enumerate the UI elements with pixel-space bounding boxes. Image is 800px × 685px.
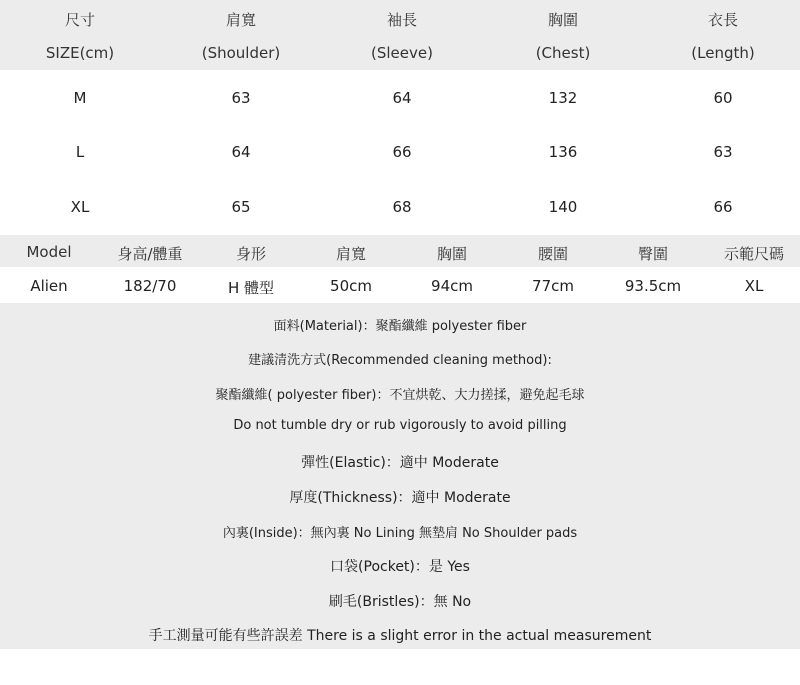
header-model-size: 示範尺碼 bbox=[723, 245, 785, 263]
header-en-chest: (Chest) bbox=[535, 44, 591, 62]
table-cell: Alien bbox=[30, 277, 68, 295]
header-body-type: 身形 bbox=[235, 245, 267, 263]
table-cell: 132 bbox=[548, 89, 578, 107]
table-cell: M bbox=[73, 89, 87, 107]
header-cn-sleeve: 袖長 bbox=[386, 11, 418, 29]
header-en-size: SIZE(cm) bbox=[45, 44, 115, 62]
header-en-length: (Length) bbox=[691, 44, 755, 62]
table-cell: 64 bbox=[231, 143, 251, 161]
material-note: 面料(Material)：聚酯纖維 polyester fiber bbox=[273, 319, 527, 334]
cleaning-note-cn: 聚酯纖維( polyester fiber)：不宜烘乾、大力搓揉，避免起毛球 bbox=[215, 388, 585, 403]
size-table-header bbox=[0, 0, 800, 70]
header-cn-shoulder: 肩寬 bbox=[225, 11, 257, 29]
header-hip: 臀圍 bbox=[637, 245, 669, 263]
header-cn-length: 衣長 bbox=[707, 11, 739, 29]
table-cell: 77cm bbox=[532, 277, 574, 295]
header-shoulder: 肩寬 bbox=[335, 245, 367, 263]
table-cell: 64 bbox=[392, 89, 412, 107]
table-cell: 60 bbox=[713, 89, 733, 107]
elastic-note: 彈性(Elastic)：適中 Moderate bbox=[301, 455, 499, 471]
table-cell: 93.5cm bbox=[624, 277, 682, 295]
model-table-header bbox=[0, 235, 800, 267]
header-cn-size: 尺寸 bbox=[64, 11, 96, 29]
header-en-sleeve: (Sleeve) bbox=[371, 44, 433, 62]
table-cell: L bbox=[75, 143, 85, 161]
inside-note: 內裏(Inside)：無內裏 No Lining 無墊肩 No Shoulder pads bbox=[222, 526, 578, 541]
table-cell: 182/70 bbox=[123, 277, 177, 295]
table-cell: 63 bbox=[713, 143, 733, 161]
table-cell: 63 bbox=[231, 89, 251, 107]
table-cell: H 體型 bbox=[227, 279, 275, 297]
table-cell: 66 bbox=[392, 143, 412, 161]
table-cell: 140 bbox=[548, 198, 578, 216]
table-cell: 94cm bbox=[431, 277, 473, 295]
header-model: Model bbox=[26, 243, 72, 261]
table-cell: 50cm bbox=[330, 277, 372, 295]
product-notes bbox=[0, 303, 800, 649]
footer-blank bbox=[0, 649, 800, 685]
header-chest: 胸圍 bbox=[436, 245, 468, 263]
table-cell: 66 bbox=[713, 198, 733, 216]
thickness-note: 厚度(Thickness)：適中 Moderate bbox=[289, 490, 511, 506]
size-table-body bbox=[0, 70, 800, 235]
table-cell: 136 bbox=[548, 143, 578, 161]
cleaning-note-en: Do not tumble dry or rub vigorously to avoid pilling bbox=[233, 418, 567, 433]
header-height-weight: 身高/體重 bbox=[117, 245, 183, 263]
pocket-note: 口袋(Pocket)：是 Yes bbox=[330, 559, 470, 575]
header-cn-chest: 胸圍 bbox=[547, 11, 579, 29]
table-cell: 65 bbox=[231, 198, 251, 216]
measurement-disclaimer: 手工測量可能有些許誤差 There is a slight error in the actual measurement bbox=[148, 628, 652, 644]
bristles-note: 刷毛(Bristles)：無 No bbox=[328, 594, 472, 610]
table-cell: 68 bbox=[392, 198, 412, 216]
model-table-row bbox=[0, 267, 800, 303]
table-cell: XL bbox=[70, 198, 90, 216]
header-en-shoulder: (Shoulder) bbox=[201, 44, 281, 62]
header-waist: 腰圍 bbox=[537, 245, 569, 263]
cleaning-method-title: 建議清洗方式(Recommended cleaning method): bbox=[248, 353, 552, 368]
table-cell: XL bbox=[744, 277, 764, 295]
